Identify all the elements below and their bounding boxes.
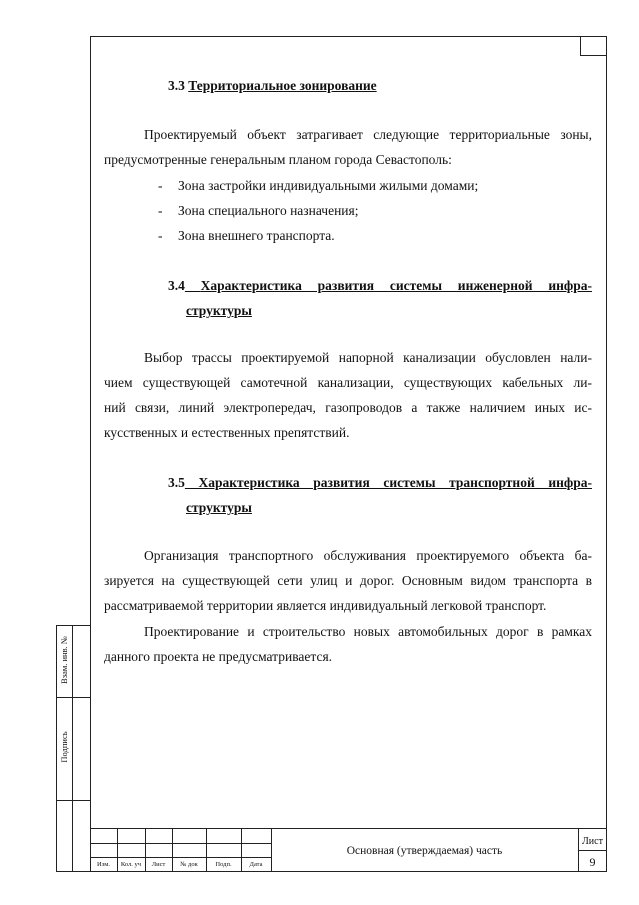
sheet-number: 9 xyxy=(589,855,596,869)
section-number: 3.3 xyxy=(168,78,185,93)
paragraph-line: предусмотренные генеральным планом города Севастополь: xyxy=(104,152,452,167)
section-heading xyxy=(168,273,592,323)
paragraph xyxy=(104,345,592,445)
col-data: Дата xyxy=(249,861,263,868)
paragraph-line: чием существующей самотечной канализации, существующих кабельных ли- xyxy=(104,375,592,390)
sheet-label: Лист xyxy=(582,836,603,847)
section-title: Характеристика развития системы транспортной инфра- xyxy=(198,475,593,490)
paragraph-line: Проектирование и строительство новых автомобильных дорог в рамках xyxy=(144,624,592,639)
paragraph-line: Выбор трассы проектируемой напорной канализации обусловлен нали- xyxy=(144,350,592,365)
section-title-line xyxy=(168,470,592,495)
side-strip-left xyxy=(56,625,57,872)
section-heading xyxy=(168,73,592,98)
col-kol-uch: Кол. уч xyxy=(120,861,142,868)
podpis-label: Подпись xyxy=(59,731,69,763)
paragraph-line: Организация транспортного обслуживания проектируемого объекта ба- xyxy=(144,548,592,563)
section-number: 3.5 xyxy=(168,475,185,490)
col-list: Лист xyxy=(151,861,166,868)
vzam-label: Взам. инв. № xyxy=(59,636,69,684)
titleblock-top xyxy=(90,828,607,829)
section-title: Территориальное зонирование xyxy=(188,78,377,93)
list-item: - Зона застройки индивидуальными жилыми домами; xyxy=(158,178,479,193)
section-number: 3.4 xyxy=(168,278,185,293)
paragraph-line: кусственных и естественных препятствий. xyxy=(104,425,350,440)
paragraph-line: Проектируемый объект затрагивает следующие территориальные зоны, xyxy=(144,127,592,142)
section-title-cont: структуры xyxy=(186,500,252,515)
col-izm: Изм. xyxy=(97,861,110,868)
section-title: Характеристика развития системы инженерной инфра- xyxy=(200,278,592,293)
section-title-line xyxy=(168,273,592,298)
section-title-cont: структуры xyxy=(186,303,252,318)
section-heading xyxy=(168,470,592,520)
paragraph-line: зируется на существующей сети улиц и дорог. Основным видом транспорта в xyxy=(104,573,592,588)
doc-title: Основная (утверждаемая) часть xyxy=(346,845,503,857)
corner-box xyxy=(580,36,607,56)
paragraph-line: ний связи, линий электропередач, газопроводов а также наличием иных ис- xyxy=(104,400,592,415)
titleblock-row xyxy=(578,850,607,851)
side-strip-top xyxy=(56,625,90,626)
paragraph xyxy=(104,543,592,618)
paragraph-line: данного проекта не предусматривается. xyxy=(104,649,333,664)
side-strip-div2 xyxy=(56,800,90,801)
col-doc: № док xyxy=(180,861,198,868)
list-item: - Зона специального назначения; xyxy=(158,203,359,218)
side-strip-inner xyxy=(72,625,73,872)
list-item: - Зона внешнего транспорта. xyxy=(158,228,335,243)
side-strip-bottom xyxy=(56,871,90,872)
side-strip-div1 xyxy=(56,697,90,698)
paragraph xyxy=(104,122,592,172)
paragraph xyxy=(104,619,592,669)
paragraph-line: рассматриваемой территории является индивидуальный легковой транспорт. xyxy=(104,598,547,613)
col-podp: Подп. xyxy=(215,861,232,868)
